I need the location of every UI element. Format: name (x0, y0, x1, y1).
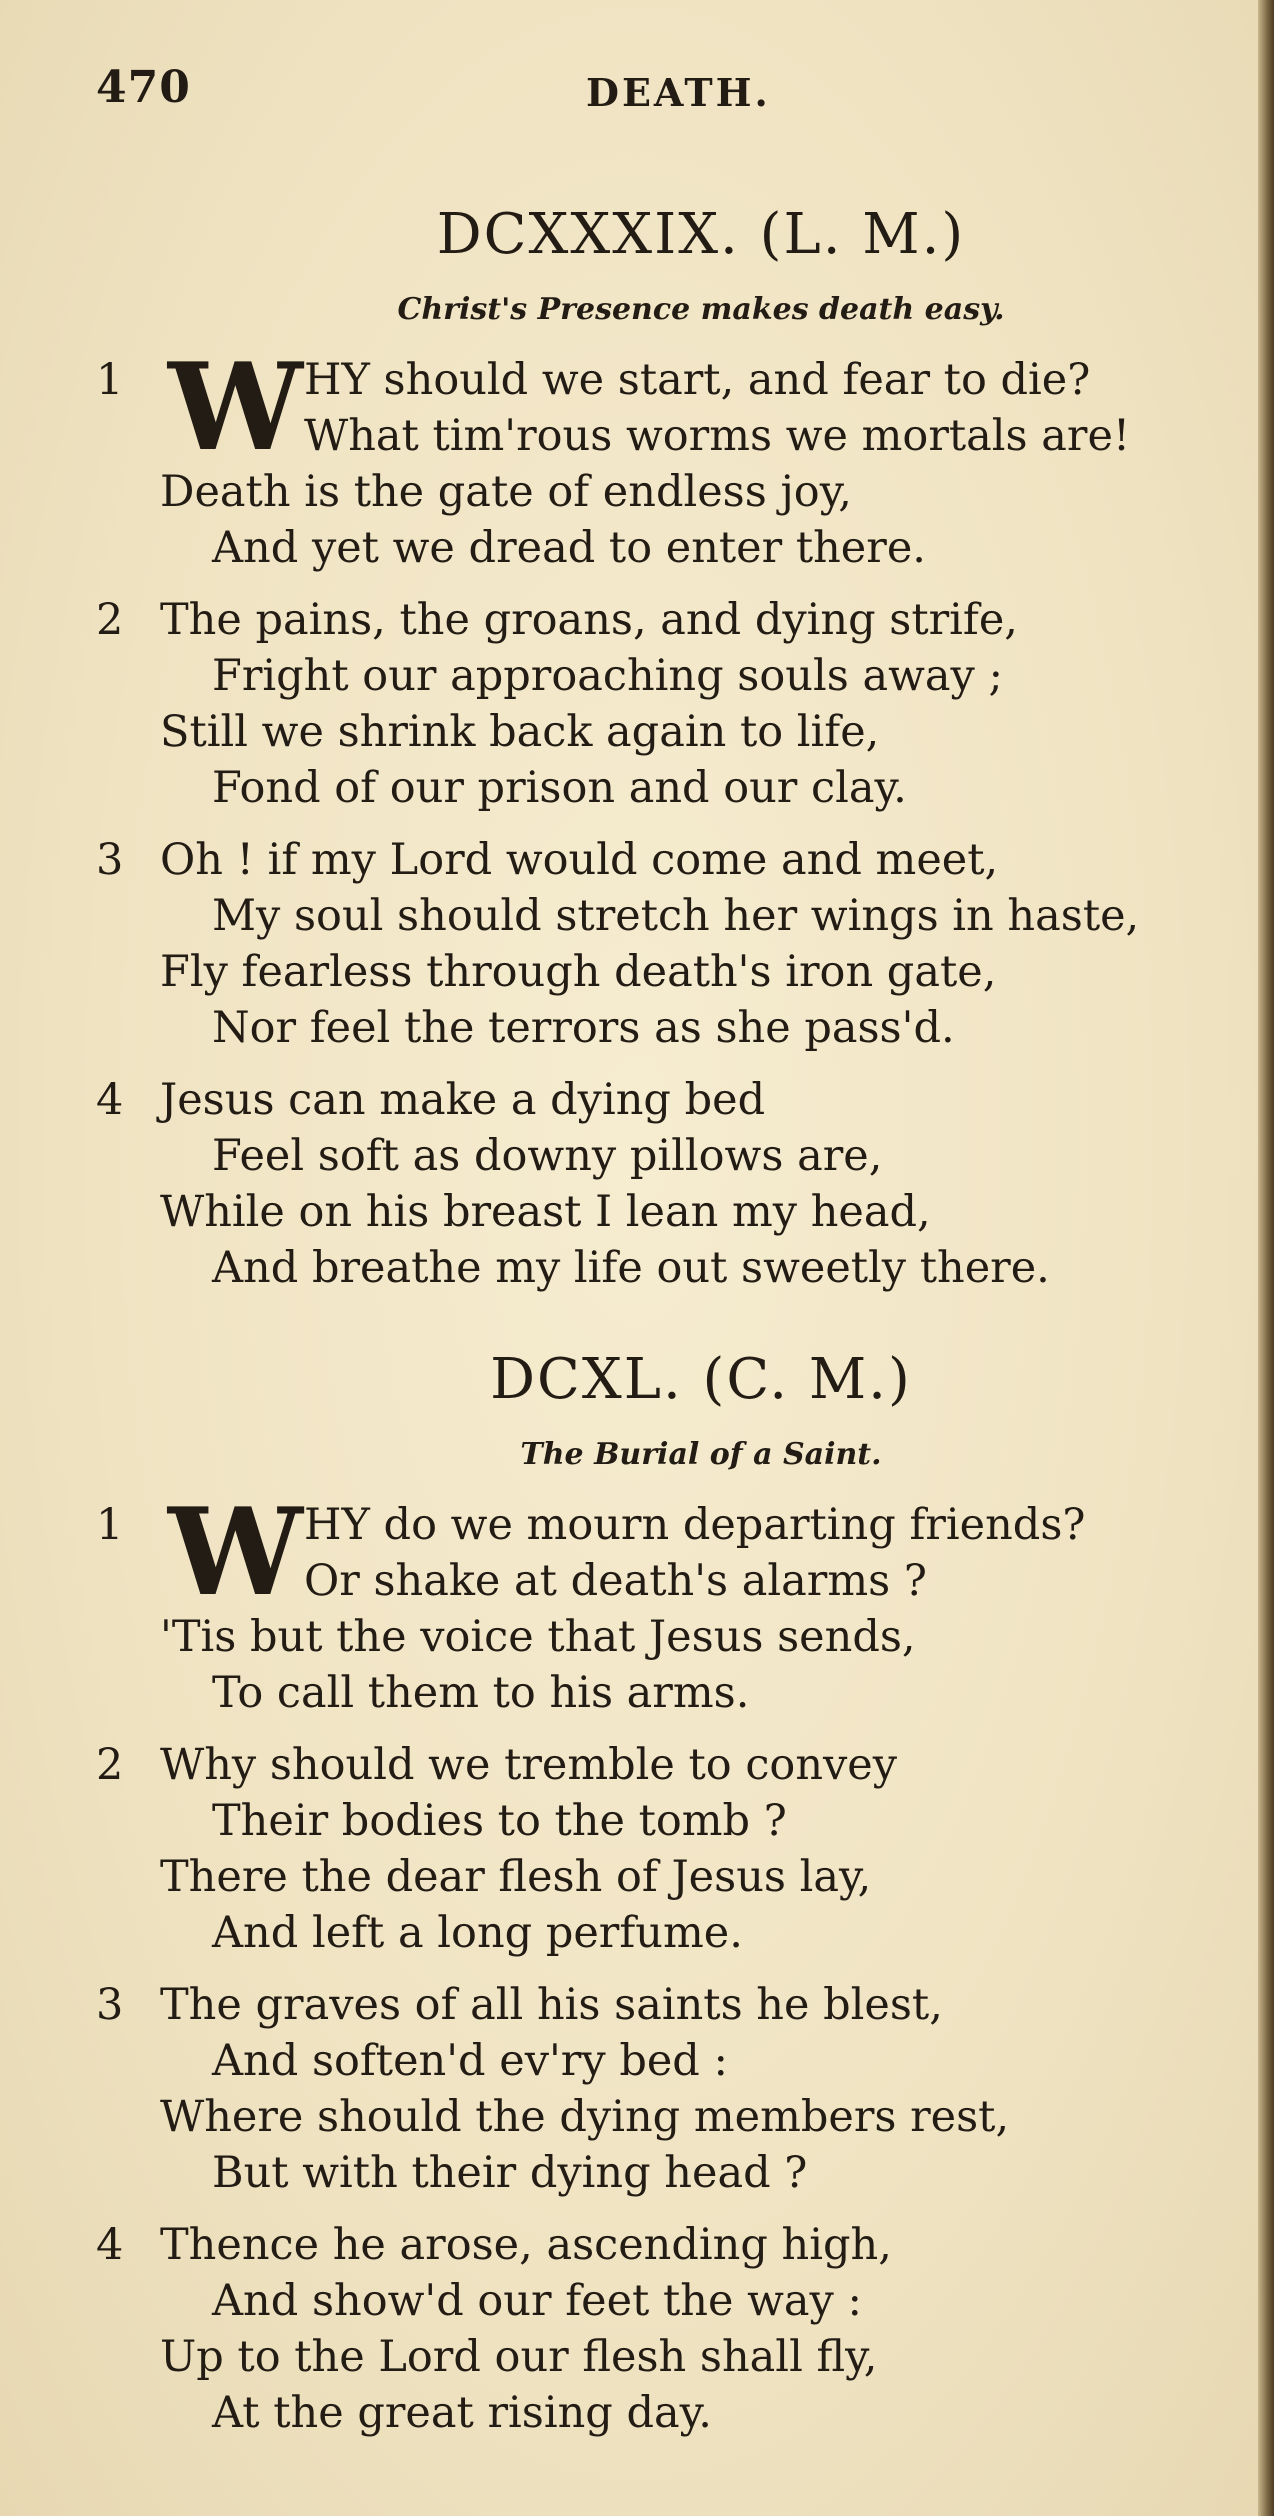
stanza (96, 337, 1246, 576)
hymn-line: And show'd our feet the way : (212, 2276, 862, 2326)
hymn-line: And yet we dread to enter there. (212, 523, 926, 573)
stanza (96, 1977, 1246, 2201)
stanza (96, 2217, 1246, 2441)
stanza-number: 4 (96, 2220, 124, 2270)
hymn-line: Or shake at death's alarms ? (304, 1556, 927, 1606)
hymn-line: Why should we tremble to convey (160, 1740, 898, 1790)
hymn-line: Their bodies to the tomb ? (212, 1796, 787, 1846)
stanza-number: 3 (96, 1980, 124, 2030)
drop-cap: W (168, 337, 303, 478)
hymn-line: Thence he arose, ascending high, (160, 2220, 892, 2270)
hymn-line: HY should we start, and fear to die? (304, 355, 1091, 405)
hymn-line: Nor feel the terrors as she pass'd. (212, 1003, 955, 1053)
hymn-line: Jesus can make a dying bed (160, 1075, 766, 1125)
hymn-line: Death is the gate of endless joy, (160, 467, 852, 517)
hymn-dcxl (96, 1345, 1246, 2457)
drop-cap: W (168, 1482, 303, 1623)
hymn-line: Where should the dying members rest, (160, 2092, 1010, 2142)
hymn-line: Feel soft as downy pillows are, (212, 1131, 883, 1181)
hymn-line: Oh ! if my Lord would come and meet, (160, 835, 999, 885)
hymn-line: Fond of our prison and our clay. (212, 763, 907, 813)
hymn-line: My soul should stretch her wings in haste, (212, 891, 1140, 941)
hymn-line: And soften'd ev'ry bed : (212, 2036, 728, 2086)
hymn-line: Still we shrink back again to life, (160, 707, 880, 757)
stanza-number: 1 (96, 355, 124, 405)
stanza-number: 4 (96, 1075, 124, 1125)
stanza (96, 1482, 1246, 1721)
stanza (96, 1072, 1246, 1296)
hymn-line: And left a long perfume. (212, 1908, 743, 1958)
hymn-line: Up to the Lord our flesh shall fly, (160, 2332, 878, 2382)
hymn-line: What tim'rous worms we mortals are! (304, 411, 1131, 461)
hymn-title: DCXXXIX. (L. M.) (436, 202, 966, 267)
stanza (96, 1737, 1246, 1961)
hymn-line: But with their dying head ? (212, 2148, 808, 2198)
stanza (96, 832, 1246, 1056)
hymn-dcxxxix (96, 200, 1246, 1312)
hymn-line: To call them to his arms. (212, 1668, 750, 1718)
stanza-number: 2 (96, 595, 124, 645)
hymn-title: DCXL. (C. M.) (490, 1347, 912, 1412)
page-header (96, 62, 1236, 122)
hymn-subtitle: Christ's Presence makes death easy. (397, 292, 1005, 327)
hymn-subtitle: The Burial of a Saint. (520, 1437, 882, 1472)
stanza (96, 592, 1246, 816)
stanza-number: 1 (96, 1500, 124, 1550)
hymn-line: HY do we mourn departing friends? (304, 1500, 1086, 1550)
hymn-line: Fly fearless through death's iron gate, (160, 947, 997, 997)
hymn-line: The pains, the groans, and dying strife, (160, 595, 1018, 645)
stanza-number: 3 (96, 835, 124, 885)
book-spine-edge (1258, 0, 1274, 2516)
page-number: 470 (96, 62, 191, 113)
hymn-line: There the dear flesh of Jesus lay, (160, 1852, 872, 1902)
running-title: DEATH. (586, 70, 771, 115)
hymn-line: Fright our approaching souls away ; (212, 651, 1003, 701)
hymn-line: And breathe my life out sweetly there. (212, 1243, 1050, 1293)
hymn-line: While on his breast I lean my head, (160, 1187, 931, 1237)
hymn-line: The graves of all his saints he blest, (160, 1980, 943, 2030)
hymn-line: 'Tis but the voice that Jesus sends, (160, 1612, 916, 1662)
stanza-number: 2 (96, 1740, 124, 1790)
hymn-line: At the great rising day. (212, 2388, 712, 2438)
